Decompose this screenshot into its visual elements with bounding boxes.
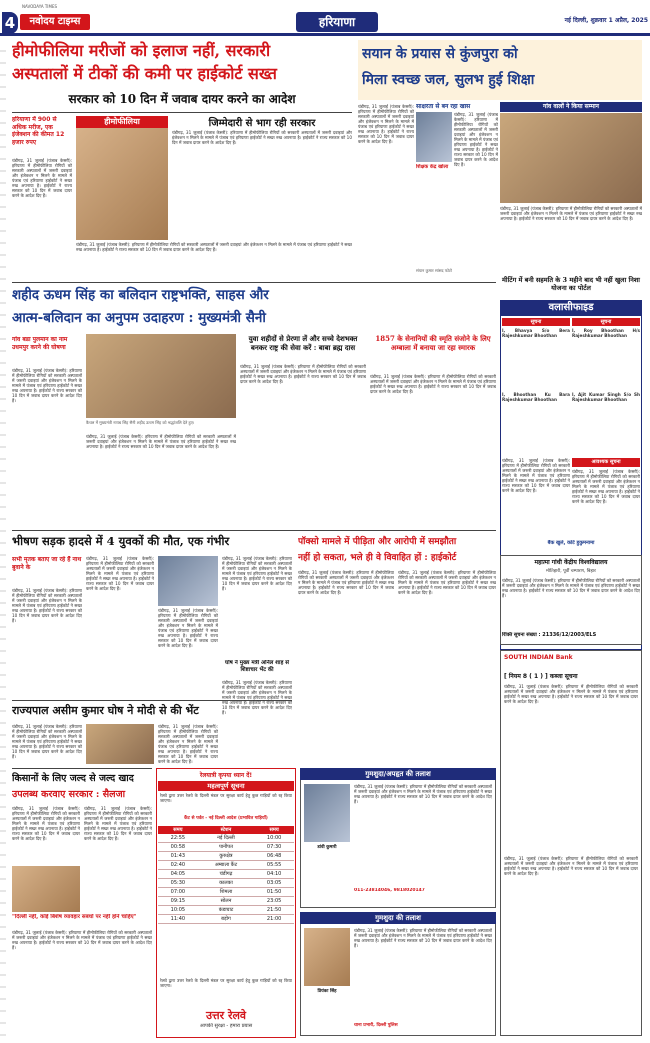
udham-headline-1: शहीद ऊधम सिंह का बलिदान राष्ट्रभक्ति, साहस और (12, 287, 269, 303)
udham-body-col2: चंडीगढ़, 31 जुलाई (पंजाब केसरी): हरियाणा में हीमोफीलिया रोगियों को सरकारी अस्पतालों में जरूरी दवाइयां और इंजेक्शन न मिलने के मामले में पंजाब एवं हरियाणा हाईकोर्ट ने सख्त रुख अपनाया है। हाईकोर्ट ने राज्य सरकार को 10 दिन में जवाब दायर करने के आदेश दिए हैं। (240, 364, 366, 384)
lead-sub-title: जिम्मेदारी से भाग रही सरकार (208, 118, 316, 129)
univ-body: चंडीगढ़, 31 जुलाई (पंजाब केसरी): हरियाणा में हीमोफीलिया रोगियों को सरकारी अस्पतालों में जरूरी दवाइयां और इंजेक्शन न मिलने के मामले में पंजाब एवं हरियाणा हाईकोर्ट ने सख्त रुख अपनाया है। हाईकोर्ट ने राज्य सरकार को 10 दिन में जवाब दायर करने के आदेश दिए हैं। (502, 578, 640, 598)
classified-name-3: I, Bhoothan Ku Bara Rajeshkumar Bhoothan (502, 392, 570, 402)
lead-body-col2: चंडीगढ़, 31 जुलाई (पंजाब केसरी): हरियाणा में हीमोफीलिया रोगियों को सरकारी अस्पतालों में जरूरी दवाइयां और इंजेक्शन न मिलने के मामले में पंजाब एवं हरियाणा हाईकोर्ट ने सख्त रुख अपनाया है। हाईकोर्ट ने राज्य सरकार को 10 दिन में जवाब दायर करने के आदेश दिए हैं। (172, 130, 352, 145)
ghosh-body-3: चंडीगढ़, 31 जुलाई (पंजाब केसरी): हरियाणा में हीमोफीलिया रोगियों को सरकारी अस्पतालों में जरूरी दवाइयां और इंजेक्शन न मिलने के मामले में पंजाब एवं हरियाणा हाईकोर्ट ने सख्त रुख अपनाया है। हाईकोर्ट ने राज्य सरकार को 10 दिन में जवाब दायर करने के आदेश दिए हैं। (222, 680, 292, 715)
missing-title-1: गुमशुदा/अपहृत की तलाश (300, 768, 496, 780)
bank-notice: [ नियम 8 ( 1 ) ] कब्जा सूचना (504, 673, 578, 680)
masthead: नवोदय टाइम्स (20, 14, 90, 30)
classified-avashyak: आवश्यक सूचना (572, 458, 640, 467)
ghosh-photo (86, 724, 154, 764)
railway-footer-tag: आपकी सुरक्षा - हमारा प्रयास (199, 1023, 253, 1029)
table-row: 01:43 कुरुक्षेत्र 06:48 (158, 852, 294, 861)
rail-col-1: समय (158, 826, 198, 834)
lead-body-col1: चंडीगढ़, 31 जुलाई (पंजाब केसरी): हरियाणा में हीमोफीलिया रोगियों को सरकारी अस्पतालों में जरूरी दवाइयां और इंजेक्शन न मिलने के मामले में पंजाब एवं हरियाणा हाईकोर्ट ने सख्त रुख अपनाया है। हाईकोर्ट ने राज्य सरकार को 10 दिन में जवाब दायर करने के आदेश दिए हैं। (12, 158, 72, 198)
right-sub: शिक्षक केंद्र खोला (416, 164, 449, 170)
dateline: नई दिल्ली, शुक्रवार 1 अप्रैल, 2025 (564, 17, 648, 24)
missing-photo-1 (304, 784, 350, 842)
missing-phone-1: 011-23814046, 9818020147 (354, 888, 425, 893)
right-caption: संयान कुमार सांसद फोटो (416, 268, 452, 273)
lead-deck: सरकार को 10 दिन में जवाब दायर करने का आदेश (68, 92, 296, 106)
railway-note: रेलवे द्वारा उत्तर रेलवे के दिल्ली मंडल पर सुरक्षा कार्य हेतु कुछ गाड़ियों को रद्द किया जाएगा। (160, 978, 292, 988)
udham-bullet: गांव बडा पुलमान का नाम उधमपुर करने की घोषणा (12, 336, 68, 351)
farmers-body-1: चंडीगढ़, 31 जुलाई (पंजाब केसरी): हरियाणा में हीमोफीलिया रोगियों को सरकारी अस्पतालों में जरूरी दवाइयां और इंजेक्शन न मिलने के मामले में पंजाब एवं हरियाणा हाईकोर्ट ने सख्त रुख अपनाया है। हाईकोर्ट ने राज्य सरकार को 10 दिन में जवाब दायर करने के आदेश दिए हैं। (12, 806, 80, 841)
right-body-col3: चंडीगढ़, 31 जुलाई (पंजाब केसरी): हरियाणा में हीमोफीलिया रोगियों को सरकारी अस्पतालों में जरूरी दवाइयां और इंजेक्शन न मिलने के मामले में पंजाब एवं हरियाणा हाईकोर्ट ने सख्त रुख अपनाया है। हाईकोर्ट ने राज्य सरकार को 10 दिन में जवाब दायर करने के आदेश दिए हैं। (500, 206, 642, 221)
missing-body-1: चंडीगढ़, 31 जुलाई (पंजाब केसरी): हरियाणा में हीमोफीलिया रोगियों को सरकारी अस्पतालों में जरूरी दवाइयां और इंजेक्शन न मिलने के मामले में पंजाब एवं हरियाणा हाईकोर्ट ने सख्त रुख अपनाया है। हाईकोर्ट ने राज्य सरकार को 10 दिन में जवाब दायर करने के आदेश दिए हैं। (354, 784, 492, 804)
masthead-tiny: NAVODAYA TIMES (22, 4, 58, 9)
farmers-body-2: चंडीगढ़, 31 जुलाई (पंजाब केसरी): हरियाणा में हीमोफीलिया रोगियों को सरकारी अस्पतालों में जरूरी दवाइयां और इंजेक्शन न मिलने के मामले में पंजाब एवं हरियाणा हाईकोर्ट ने सख्त रुख अपनाया है। हाईकोर्ट ने राज्य सरकार को 10 दिन में जवाब दायर करने के आदेश दिए हैं। (84, 806, 152, 841)
header-rule (0, 33, 650, 36)
table-row: 09:15 सोलन 23:05 (158, 897, 294, 906)
pocso-body-2: चंडीगढ़, 31 जुलाई (पंजाब केसरी): हरियाणा में हीमोफीलिया रोगियों को सरकारी अस्पतालों में जरूरी दवाइयां और इंजेक्शन न मिलने के मामले में पंजाब एवं हरियाणा हाईकोर्ट ने सख्त रुख अपनाया है। हाईकोर्ट ने राज्य सरकार को 10 दिन में जवाब दायर करने के आदेश दिए हैं। (398, 570, 496, 595)
right-bottom-headline: मीटिंग में बनी सहमति के 3 महीने बाद भी नहीं खुला निशा योजना का पोर्टल (502, 276, 640, 292)
table-row: 10:05 कंडाघाट 21:50 (158, 906, 294, 915)
farmers-headline-1: किसानों के लिए जल्द से जल्द खाद (12, 773, 134, 784)
rail-col-3: समय (254, 826, 294, 834)
margin-pattern (0, 40, 6, 1040)
missing-title-2: गुमशुदा की तलाश (300, 912, 496, 924)
accident-body-3: चंडीगढ़, 31 जुलाई (पंजाब केसरी): हरियाणा में हीमोफीलिया रोगियों को सरकारी अस्पतालों में जरूरी दवाइयां और इंजेक्शन न मिलने के मामले में पंजाब एवं हरियाणा हाईकोर्ट ने सख्त रुख अपनाया है। हाईकोर्ट ने राज्य सरकार को 10 दिन में जवाब दायर करने के आदेश दिए हैं। (158, 608, 218, 648)
accident-photo (158, 556, 218, 606)
bank-body-2: चंडीगढ़, 31 जुलाई (पंजाब केसरी): हरियाणा में हीमोफीलिया रोगियों को सरकारी अस्पतालों में जरूरी दवाइयां और इंजेक्शन न मिलने के मामले में पंजाब एवं हरियाणा हाईकोर्ट ने सख्त रुख अपनाया है। हाईकोर्ट ने राज्य सरकार को 10 दिन में जवाब दायर करने के आदेश दिए हैं। (504, 856, 638, 876)
udham-photo (86, 334, 236, 418)
farmers-photo (12, 866, 80, 912)
missing-photo-2 (304, 928, 350, 986)
right-col-head: साक्षरता से बन रहा खास (416, 103, 471, 110)
page-number: 4 (2, 12, 18, 34)
univ-notice: रिक्ति सूचना संख्या : 21336/12/2003/ELS (502, 632, 597, 638)
farmers-body-3: चंडीगढ़, 31 जुलाई (पंजाब केसरी): हरियाणा में हीमोफीलिया रोगियों को सरकारी अस्पतालों में जरूरी दवाइयां और इंजेक्शन न मिलने के मामले में पंजाब एवं हरियाणा हाईकोर्ट ने सख्त रुख अपनाया है। हाईकोर्ट ने राज्य सरकार को 10 दिन में जवाब दायर करने के आदेश दिए हैं। (12, 930, 152, 950)
lead-headline-1: हीमोफीलिया मरीजों को इलाज नहीं, सरकारी (12, 41, 271, 60)
rally-headline: 1857 के सेनानियों की स्मृति संजोने के लिए अम्बाला में बनाया जा रहा स्मारक (375, 334, 491, 352)
udham-caption: कैथल में मुख्यमंत्री नायब सिंह सैनी शहीद ऊधम सिंह को श्रद्धांजलि देते हुए। (86, 420, 195, 425)
farmers-quote: "दिल्ली नहीं, कोई बिशेष व्यावहार संबंधों पर नहीं होने चाहिए" (12, 914, 137, 920)
railway-title: महत्वपूर्ण सूचना (158, 781, 294, 791)
ghosh-sub: घोष ने मुख्य मंत्री अनिल शाह से शिष्टाचार भेंट की (224, 660, 290, 673)
classified-notice-1: सूचना (502, 318, 570, 326)
ghosh-body-2: चंडीगढ़, 31 जुलाई (पंजाब केसरी): हरियाणा में हीमोफीलिया रोगियों को सरकारी अस्पतालों में जरूरी दवाइयां और इंजेक्शन न मिलने के मामले में पंजाब एवं हरियाणा हाईकोर्ट ने सख्त रुख अपनाया है। हाईकोर्ट ने राज्य सरकार को 10 दिन में जवाब दायर करने के आदेश दिए हैं। (158, 724, 218, 764)
udham-headline-2: आत्म-बलिदान का अनुपम उदाहरण : मुख्यमंत्री सैनी (12, 310, 266, 326)
bank-name: SOUTH INDIAN Bank (504, 654, 573, 661)
missing-body-2: चंडीगढ़, 31 जुलाई (पंजाब केसरी): हरियाणा में हीमोफीलिया रोगियों को सरकारी अस्पतालों में जरूरी दवाइयां और इंजेक्शन न मिलने के मामले में पंजाब एवं हरियाणा हाईकोर्ट ने सख्त रुख अपनाया है। हाईकोर्ट ने राज्य सरकार को 10 दिन में जवाब दायर करने के आदेश दिए हैं। (354, 928, 492, 948)
right-headline-2: मिला स्वच्छ जल, सुलभ हुई शिक्षा (362, 72, 535, 88)
classified-body-2: चंडीगढ़, 31 जुलाई (पंजाब केसरी): हरियाणा में हीमोफीलिया रोगियों को सरकारी अस्पतालों में जरूरी दवाइयां और इंजेक्शन न मिलने के मामले में पंजाब एवं हरियाणा हाईकोर्ट ने सख्त रुख अपनाया है। हाईकोर्ट ने राज्य सरकार को 10 दिन में जवाब दायर करने के आदेश दिए हैं। (572, 469, 640, 504)
classified-name-1: I, Bhavya S/o Bera Rajeshkumar Bhoothan (502, 328, 570, 338)
pocso-headline-1: पॉक्सो मामले में पीड़िता और आरोपी में समझौता (298, 537, 457, 547)
table-row: 00:58 पानीपत 07:30 (158, 843, 294, 852)
hemophilia-graphic (76, 128, 168, 240)
table-row: 22:55 नई दिल्ली 10:00 (158, 834, 294, 843)
rail-col-2: स्टेशन (198, 826, 255, 834)
ghosh-body-1: चंडीगढ़, 31 जुलाई (पंजाब केसरी): हरियाणा में हीमोफीलिया रोगियों को सरकारी अस्पतालों में जरूरी दवाइयां और इंजेक्शन न मिलने के मामले में पंजाब एवं हरियाणा हाईकोर्ट ने सख्त रुख अपनाया है। हाईकोर्ट ने राज्य सरकार को 10 दिन में जवाब दायर करने के आदेश दिए हैं। (12, 724, 82, 759)
univ-name: महात्मा गांधी केंद्रीय विश्वविद्यालय (534, 559, 608, 566)
railway-intro: रेलवे द्वारा उत्तर रेलवे के दिल्ली मंडल पर सुरक्षा कार्य हेतु कुछ गाड़ियों को रद्द किया जाएगा। (160, 793, 292, 803)
railway-table (158, 826, 294, 976)
udham-body-col3: चंडीगढ़, 31 जुलाई (पंजाब केसरी): हरियाणा में हीमोफीलिया रोगियों को सरकारी अस्पतालों में जरूरी दवाइयां और इंजेक्शन न मिलने के मामले में पंजाब एवं हरियाणा हाईकोर्ट ने सख्त रुख अपनाया है। हाईकोर्ट ने राज्य सरकार को 10 दिन में जवाब दायर करने के आदेश दिए हैं। (86, 434, 236, 449)
railway-footer-brand: उत्तर रेलवे (205, 1009, 247, 1022)
classified-name-2: I, Roy Bhoothan H/s Rajeshkumar Bhoothan (572, 328, 640, 338)
rally-body: चंडीगढ़, 31 जुलाई (पंजाब केसरी): हरियाणा में हीमोफीलिया रोगियों को सरकारी अस्पतालों में जरूरी दवाइयां और इंजेक्शन न मिलने के मामले में पंजाब एवं हरियाणा हाईकोर्ट ने सख्त रुख अपनाया है। हाईकोर्ट ने राज्य सरकार को 10 दिन में जवाब दायर करने के आदेश दिए हैं। (370, 374, 496, 394)
table-row: 02:40 अम्बाला कैंट 05:55 (158, 861, 294, 870)
railway-top: रेलयात्री कृपया ध्यान दें! (199, 772, 253, 779)
right-body-col2: चंडीगढ़, 31 जुलाई (पंजाब केसरी): हरियाणा में हीमोफीलिया रोगियों को सरकारी अस्पतालों में जरूरी दवाइयां और इंजेक्शन न मिलने के मामले में पंजाब एवं हरियाणा हाईकोर्ट ने सख्त रुख अपनाया है। हाईकोर्ट ने राज्य सरकार को 10 दिन में जवाब दायर करने के आदेश दिए हैं। (454, 112, 498, 167)
lead-side-bullet: हरियाणा में 900 से अधिक मरीज, एक इंजेक्शन की कीमत 12 हजार रुपए (12, 116, 65, 146)
right-portrait (416, 112, 452, 162)
missing-contact: थाना प्रभारी, दिल्ली पुलिस (354, 1023, 398, 1028)
ghosh-headline: राज्यपाल असीम कुमार घोष ने मोदी से की भेंट (12, 704, 199, 717)
right-headline-1: सयान के प्रयास से कुंजपुरा को (362, 46, 518, 62)
univ-sub: मोतिहारी, पूर्वी चम्पारण, बिहार (546, 569, 596, 574)
bank-body-1: चंडीगढ़, 31 जुलाई (पंजाब केसरी): हरियाणा में हीमोफीलिया रोगियों को सरकारी अस्पतालों में जरूरी दवाइयां और इंजेक्शन न मिलने के मामले में पंजाब एवं हरियाणा हाईकोर्ट ने सख्त रुख अपनाया है। हाईकोर्ट ने राज्य सरकार को 10 दिन में जवाब दायर करने के आदेश दिए हैं। (504, 684, 638, 704)
classified-vendor: बैंक खुले, कोर्ट हुकुमनामा (547, 540, 595, 546)
udham-sub: युवा शहीदों से प्रेरणा लें और सच्चे देशभक्त बनकर राष्ट्र की सेवा करें : बाबा ब्रह्म दास (248, 334, 358, 352)
right-body-col1: चंडीगढ़, 31 जुलाई (पंजाब केसरी): हरियाणा में हीमोफीलिया रोगियों को सरकारी अस्पतालों में जरूरी दवाइयां और इंजेक्शन न मिलने के मामले में पंजाब एवं हरियाणा हाईकोर्ट ने सख्त रुख अपनाया है। हाईकोर्ट ने राज्य सरकार को 10 दिन में जवाब दायर करने के आदेश दिए हैं। (358, 104, 414, 144)
accident-body-1: चंडीगढ़, 31 जुलाई (पंजाब केसरी): हरियाणा में हीमोफीलिया रोगियों को सरकारी अस्पतालों में जरूरी दवाइयां और इंजेक्शन न मिलने के मामले में पंजाब एवं हरियाणा हाईकोर्ट ने सख्त रुख अपनाया है। हाईकोर्ट ने राज्य सरकार को 10 दिन में जवाब दायर करने के आदेश दिए हैं। (12, 588, 82, 623)
right-col-head-2: गांव वालों ने किया सम्मान (500, 102, 642, 112)
table-row: 04:05 चंडीगढ़ 04:10 (158, 870, 294, 879)
classified-title: वलासीफाइड (500, 300, 642, 316)
pocso-headline-2: नहीं हो सकता, भले ही वे विवाहित हों : हाईकोर्ट (298, 553, 457, 563)
accident-bullet: सभी मृतक बताए जा रहे हैं नाथ बुवाने के (12, 556, 82, 571)
udham-body-col1: चंडीगढ़, 31 जुलाई (पंजाब केसरी): हरियाणा में हीमोफीलिया रोगियों को सरकारी अस्पतालों में जरूरी दवाइयां और इंजेक्शन न मिलने के मामले में पंजाब एवं हरियाणा हाईकोर्ट ने सख्त रुख अपनाया है। हाईकोर्ट ने राज्य सरकार को 10 दिन में जवाब दायर करने के आदेश दिए हैं। (12, 368, 82, 403)
classified-name-4: I, Ajit Kumar Singh S/o Sh Rajeshkumar Bhoothan (572, 392, 640, 402)
classified-body: चंडीगढ़, 31 जुलाई (पंजाब केसरी): हरियाणा में हीमोफीलिया रोगियों को सरकारी अस्पतालों में जरूरी दवाइयां और इंजेक्शन न मिलने के मामले में पंजाब एवं हरियाणा हाईकोर्ट ने सख्त रुख अपनाया है। हाईकोर्ट ने राज्य सरकार को 10 दिन में जवाब दायर करने के आदेश दिए हैं। (502, 458, 570, 493)
lead-headline-2: अस्पतालों में टीकों की कमी पर हाईकोर्ट सख्त (12, 64, 277, 83)
farmers-headline-2: उपलब्ध करवाए सरकार : सैलजा (12, 789, 126, 800)
table-row: 05:30 कालका 03:05 (158, 879, 294, 888)
table-row: 07:00 शिमला 01:50 (158, 888, 294, 897)
hemophilia-box-title: हीमोफीलिया (76, 116, 168, 128)
table-row: 11:40 बड़ोग 21:00 (158, 915, 294, 924)
accident-body-2: चंडीगढ़, 31 जुलाई (पंजाब केसरी): हरियाणा में हीमोफीलिया रोगियों को सरकारी अस्पतालों में जरूरी दवाइयां और इंजेक्शन न मिलने के मामले में पंजाब एवं हरियाणा हाईकोर्ट ने सख्त रुख अपनाया है। हाईकोर्ट ने राज्य सरकार को 10 दिन में जवाब दायर करने के आदेश दिए हैं। (86, 556, 154, 591)
lead-body-col3: चंडीगढ़, 31 जुलाई (पंजाब केसरी): हरियाणा में हीमोफीलिया रोगियों को सरकारी अस्पतालों में जरूरी दवाइयां और इंजेक्शन न मिलने के मामले में पंजाब एवं हरियाणा हाईकोर्ट ने सख्त रुख अपनाया है। हाईकोर्ट ने राज्य सरकार को 10 दिन में जवाब दायर करने के आदेश दिए हैं। (76, 242, 352, 252)
accident-headline: भीषण सड़क हादसे में 4 युवकों की मौत, एक गंभीर (12, 534, 230, 548)
right-photo-village (500, 113, 642, 203)
pocso-body-1: चंडीगढ़, 31 जुलाई (पंजाब केसरी): हरियाणा में हीमोफीलिया रोगियों को सरकारी अस्पतालों में जरूरी दवाइयां और इंजेक्शन न मिलने के मामले में पंजाब एवं हरियाणा हाईकोर्ट ने सख्त रुख अपनाया है। हाईकोर्ट ने राज्य सरकार को 10 दिन में जवाब दायर करने के आदेश दिए हैं। (298, 570, 394, 595)
accident-body-4: चंडीगढ़, 31 जुलाई (पंजाब केसरी): हरियाणा में हीमोफीलिया रोगियों को सरकारी अस्पतालों में जरूरी दवाइयां और इंजेक्शन न मिलने के मामले में पंजाब एवं हरियाणा हाईकोर्ट ने सख्त रुख अपनाया है। हाईकोर्ट ने राज्य सरकार को 10 दिन में जवाब दायर करने के आदेश दिए हैं। (222, 556, 292, 591)
missing-name-2: प्रियंका सिंह (317, 989, 337, 994)
classified-notice-2: सूचना (572, 318, 640, 326)
missing-name-1: डांवी कुमारी (317, 845, 337, 850)
railway-table-title: कैंट से पर्वत - नई दिल्ली आदेश (प्रभावित गाड़ियाँ) (184, 816, 268, 821)
section-tab: हरियाणा (296, 12, 378, 32)
